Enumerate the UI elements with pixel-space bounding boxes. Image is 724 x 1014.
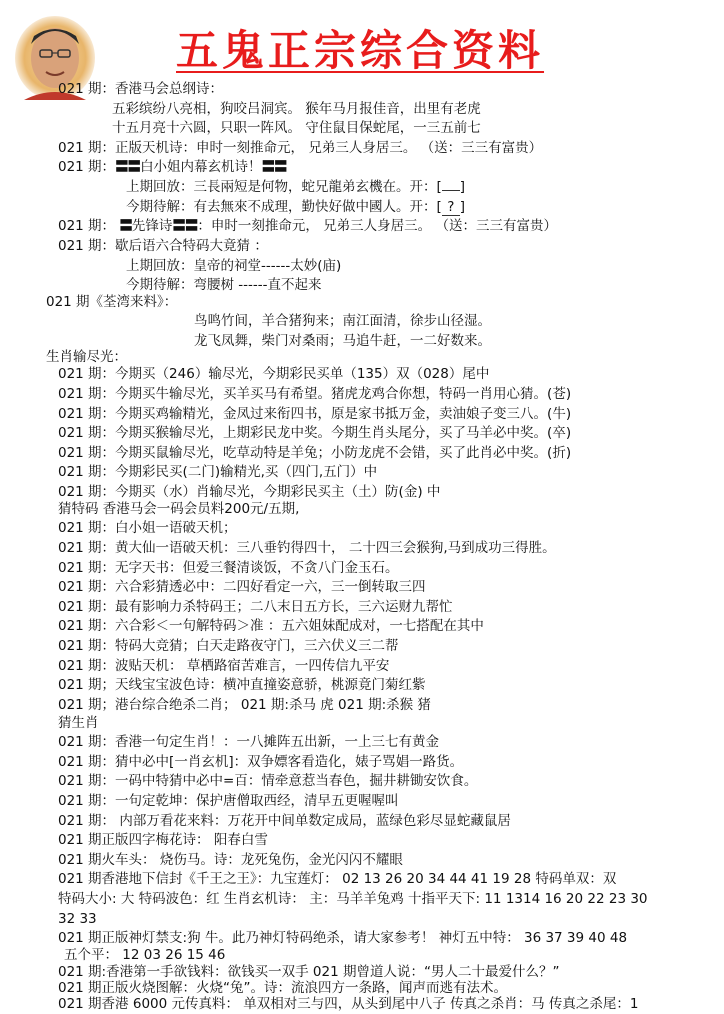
list-item: 021 期：白小姐一语破天机； [58, 520, 237, 537]
xianfeng-bars-right: 〓〓 [172, 218, 198, 235]
xianfeng-label: 先锋诗 [131, 218, 173, 235]
tema-lead: 猜特码 香港马会一码会员料200元/五期, [58, 500, 300, 517]
list-item: 021 期： 内部万看花来料：万花开中间单数定成局，蓝绿色彩尽显蛇藏鼠居 [58, 812, 511, 829]
list-item: 021 期：无字天书：但爱三餐清谈饭，不贪八门金玉石。 [58, 559, 399, 576]
list-item: 021 期正版四字梅花诗： 阳春白雪 [58, 832, 268, 849]
prev-text: 上期回放：三長兩短是何物，蛇兄龍弟玄機在。开：[ [126, 179, 442, 196]
list-item: 021 期：六合彩＜一句解特码＞准 ：五六姐妹配成对，一七搭配在其中 [58, 618, 484, 635]
caishengxiao-lead: 猜生肖 [58, 714, 99, 731]
list-item: 021 期:香港第一手欲钱料：欲钱买一双手 021 期曾道人说：“男人二十最爱什么？” [58, 963, 560, 980]
xiehouyu-prev: 上期回放：皇帝的祠堂------太妙(庙) [126, 257, 342, 274]
list-item: 021 期：香港一句定生肖！：一八摊阵五出新，一上三七有黄金 [58, 734, 440, 751]
list-item: 021 期：黄大仙一语破天机：三八垂钓得四十， 二十四三会猴狗,马到成功三得胜。 [58, 539, 556, 556]
xianfeng-bars-left: 〓 [119, 218, 132, 235]
xiehouyu-now: 今期待解：弯腰树 ------直不起来 [126, 277, 322, 294]
list-item: 021 期：今期买（水）肖输尽光，今期彩民买主（土）防(金) 中 [58, 484, 441, 501]
baixiaojie-prev [126, 179, 465, 195]
list-item: 021 期：一码中特猜中必中=百：情牵意惹当春色，掘井耕锄安饮食。 [58, 773, 478, 790]
list-item: 021 期：猜中必中[一肖玄机]：双争嫖客看造化，婊子骂娼一路货。 [58, 753, 464, 770]
now-answer: ? [442, 199, 460, 216]
list-item: 021 期正版神灯禁支:狗 牛。此乃神灯特码绝杀，请大家参考！ 神灯五中特： 36 37 39 40 48 [58, 930, 628, 947]
baixiaojie-lead: 021 期： [58, 159, 116, 176]
list-item: 五个平： 12 03 26 15 46 [64, 946, 226, 963]
total-poem-lead: 021 期：香港马会总纲诗： [58, 81, 224, 97]
bars-right: 〓〓 [261, 159, 287, 176]
list-item: 021 期：今期买鸡输精光，金凤过来衔四书，原是家书抵万金，卖油娘子变三八。(牛) [58, 405, 572, 422]
prev-answer [442, 190, 460, 191]
list-item: 021 期：特码大竞猜；白天走路夜守门，三六伏义三二帮 [58, 638, 399, 655]
prev-end: ] [459, 179, 466, 196]
xiehouyu-lead: 021 期：歇后语六合特码大竟猜 ： [58, 237, 268, 254]
xianfeng-lead: 021 期： [58, 218, 120, 235]
baixiaojie-label: 白小姐内幕玄机诗！ [140, 159, 262, 176]
list-item: 021 期：今期彩民买(二门)输精光,买（四门,五门）中 [58, 464, 378, 481]
total-poem-line-1: 五彩缤纷八亮相，狗咬吕洞宾。 猴年马月报佳音，出里有老虎 [112, 100, 481, 117]
xianfeng-poem-line [58, 218, 557, 234]
list-item: 021 期：今期买（246）输尽光，今期彩民买单（135）双（028）尾中 [58, 366, 490, 383]
list-item: 021 期：一句定乾坤：保护唐僧取西经，清早五更喔喔叫 [58, 792, 399, 809]
list-item: 021 期：今期买鼠输尽光，吃草动特是羊兔；小防龙虎不会错，买了此肖必中奖。(折) [58, 444, 572, 461]
list-item: 021 期：今期买牛输尽光，买羊买马有希望。猪虎龙鸡合你想，特码一肖用心猜。(苍) [58, 386, 572, 402]
baixiaojie-now [126, 199, 465, 216]
list-item: 021 期：波贴天机： 草栖路宿苦难言，一四传信九平安 [58, 657, 390, 674]
quanwan-lead: 021 期《荃湾来料》： [46, 293, 178, 310]
list-item: 021 期：今期买猴输尽光，上期彩民龙中奖。今期生肖头尾分，买了马羊必中奖。(卒) [58, 425, 572, 442]
list-item: 021 期；天线宝宝波色诗：横冲直撞姿意骄，桃源竟门菊红紫 [58, 677, 426, 694]
list-item: 021 期香港 6000 元传真料： 单双相对三与四，从头到尾中八子 传真之杀肖：马 传真之杀尾：1 [58, 996, 639, 1012]
xianfeng-text: ：申时一刻推命元， 兄弟三人身居三。 （送：三三有富贵） [197, 218, 557, 235]
list-item: 特码大小: 大 特码波色：红 生肖玄机诗： 主：马羊羊兔鸡 十指平天下: 11 1314 16 20 22 23 30 [58, 891, 648, 908]
list-item: 021 期火车头： 烧伤马。诗：龙死兔伤，金光闪闪不耀眼 [58, 851, 403, 868]
tianji-poem-line: 021 期：正版天机诗：申时一刻推命元， 兄弟三人身居三。 （送：三三有富贵） [58, 139, 543, 156]
now-text: 今期待解：有去無來不成理，勤快好做中國人。开：[ [126, 198, 442, 215]
list-item: 021 期：六合彩猜透必中：二四好看定一六，三一倒转取三四 [58, 579, 426, 596]
now-end: ] [459, 198, 466, 215]
list-item: 021 期；港台综合绝杀二肖； 021 期:杀马 虎 021 期:杀猴 猪 [58, 696, 431, 713]
baixiaojie-poem-header [58, 159, 287, 175]
list-item: 021 期正版火烧图解：火烧“兔”。诗：流浪四方一条路，闻声而逃有法术。 [58, 980, 508, 997]
list-item: 021 期香港地下信封《千王之王》：九宝莲灯： 02 13 26 20 34 44 41 19 28 特码单双：双 [58, 871, 617, 888]
list-item: 021 期：最有影响力杀特码王；二八末日五方长，三六运财九帮忙 [58, 598, 453, 615]
quanwan-line-2: 龙飞凤舞，柴门对桑雨；马追牛赶，一二好数来。 [194, 333, 491, 350]
bars-left: 〓〓 [115, 159, 141, 176]
total-poem-line-2: 十五月亮十六圆，只职一阵风。 守住鼠目保蛇尾，一三五前七 [112, 120, 481, 137]
shengxiao-lead: 生肖输尽光： [46, 348, 127, 365]
quanwan-line-1: 鸟鸣竹间，羊合猪狗来；南江面清，徐步山径湿。 [194, 313, 491, 330]
page-title: 五鬼正宗综合资料 [176, 26, 545, 75]
list-item: 32 33 [58, 910, 97, 927]
